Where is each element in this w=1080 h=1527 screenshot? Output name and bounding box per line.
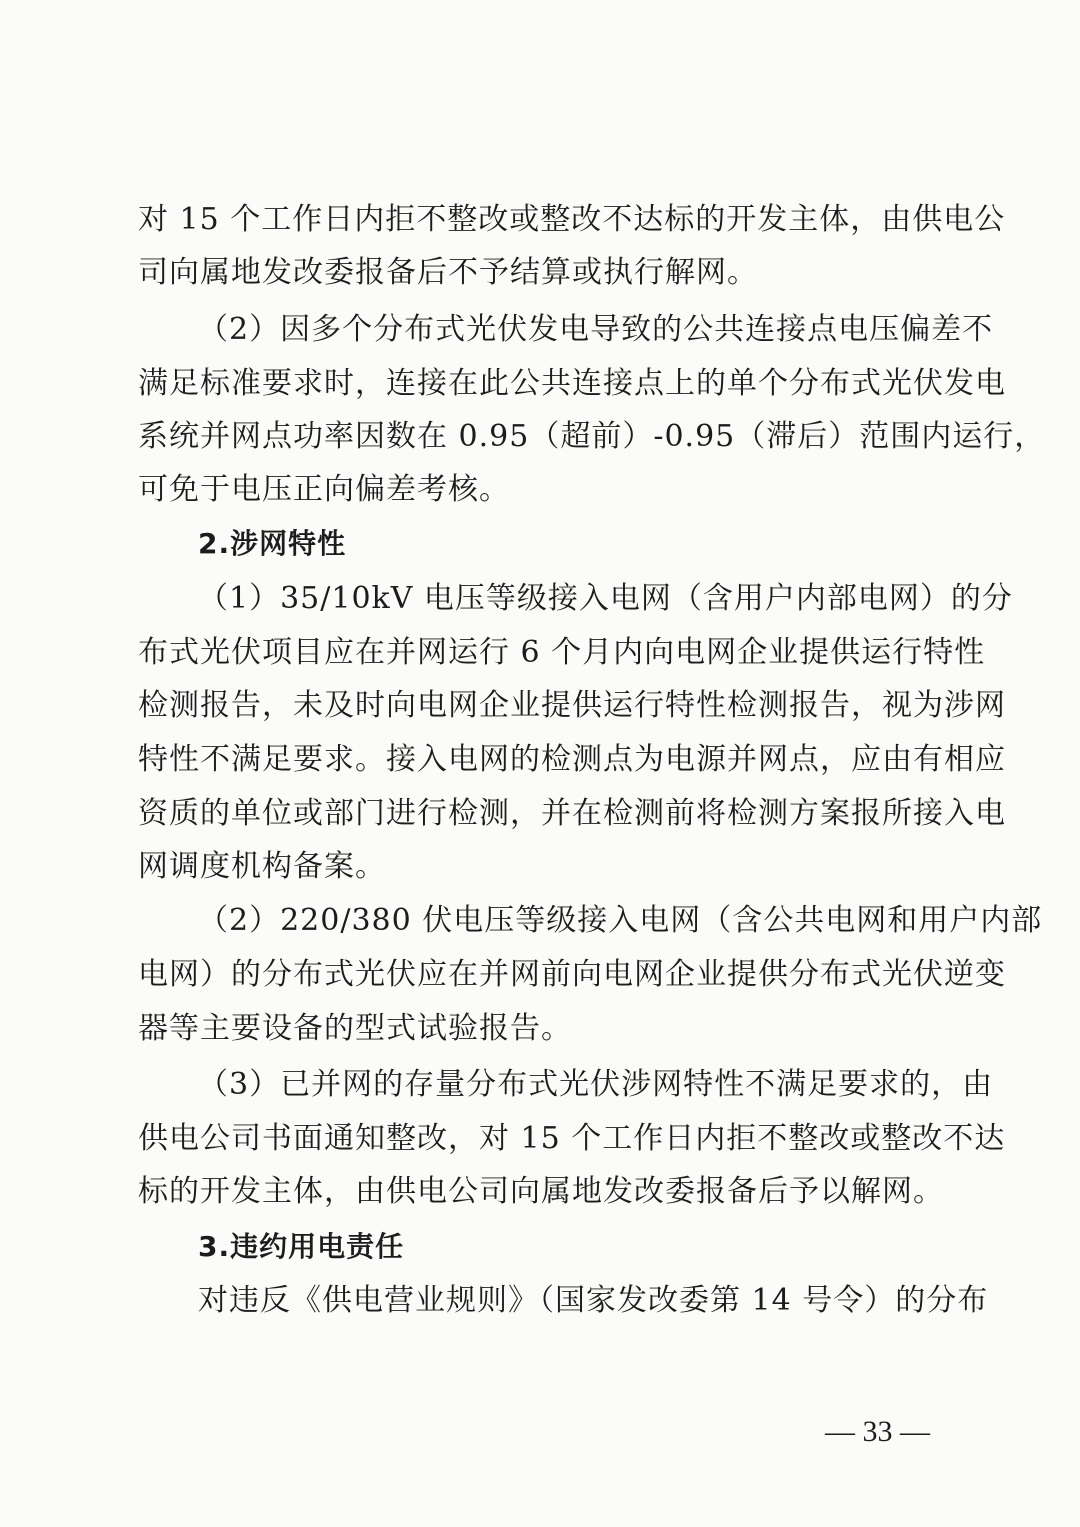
paragraph-line: 网调度机构备案。 [138,849,386,884]
paragraph-line: 供电公司书面通知整改，对 15 个工作日内拒不整改或整改不达 [138,1121,1006,1156]
paragraph-line: 器等主要设备的型式试验报告。 [138,1011,572,1046]
paragraph-line: 对违反《供电营业规则》（国家发改委第 14 号令）的分布 [198,1283,989,1318]
paragraph-line: （1）35/10kV 电压等级接入电网（含用户内部电网）的分 [198,581,1013,616]
paragraph-line: 标的开发主体，由供电公司向属地发改委报备后予以解网。 [138,1174,944,1209]
paragraph-line: 系统并网点功率因数在 0.95（超前）-0.95（滞后）范围内运行， [138,419,1046,454]
paragraph-line: 满足标准要求时，连接在此公共连接点上的单个分布式光伏发电 [138,366,1006,401]
paragraph-line: 特性不满足要求。接入电网的检测点为电源并网点，应由有相应 [138,742,1006,777]
paragraph-line: 电网）的分布式光伏应在并网前向电网企业提供分布式光伏逆变 [138,957,1006,992]
section-heading: 3.违约用电责任 [198,1230,405,1263]
section-heading: 2.涉网特性 [198,527,347,560]
paragraph-line: 司向属地发改委报备后不予结算或执行解网。 [138,255,758,290]
paragraph-line: 对 15 个工作日内拒不整改或整改不达标的开发主体，由供电公 [138,202,1006,237]
paragraph-line: 资质的单位或部门进行检测，并在检测前将检测方案报所接入电 [138,796,1006,831]
paragraph-line: （2）220/380 伏电压等级接入电网（含公共电网和用户内部 [198,903,1043,938]
paragraph-line: （3）已并网的存量分布式光伏涉网特性不满足要求的，由 [198,1067,994,1102]
paragraph-line: （2）因多个分布式光伏发电导致的公共连接点电压偏差不 [198,312,994,347]
page-number: — 33 — [825,1415,930,1448]
paragraph-line: 检测报告，未及时向电网企业提供运行特性检测报告，视为涉网 [138,688,1006,723]
paragraph-line: 可免于电压正向偏差考核。 [138,472,510,507]
paragraph-line: 布式光伏项目应在并网运行 6 个月内向电网企业提供运行特性 [138,635,986,670]
